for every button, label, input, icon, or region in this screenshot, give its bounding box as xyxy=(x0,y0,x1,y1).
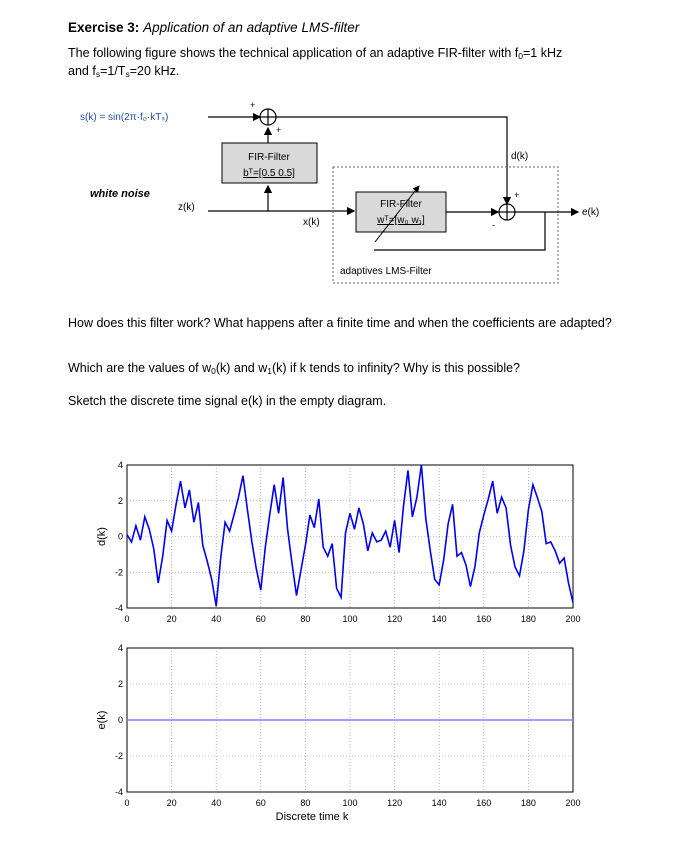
intro-sub: s xyxy=(95,69,101,79)
y-axis-label: e(k) xyxy=(96,710,108,730)
x-tick-label: 100 xyxy=(342,798,358,808)
exercise-heading xyxy=(68,20,359,35)
adaptive-fir-title: FIR-Filter xyxy=(380,199,422,210)
x-tick-label: 200 xyxy=(565,798,581,808)
x-tick-label: 60 xyxy=(255,798,266,808)
question-sub: 1 xyxy=(267,366,272,376)
intro-line-2 xyxy=(68,64,628,82)
minus-sign: - xyxy=(492,220,495,230)
exercise-title: Application of an adaptive LMS-filter xyxy=(143,20,360,35)
y-tick-label: -2 xyxy=(114,567,123,578)
intro-sub: s xyxy=(125,69,130,79)
x-tick-label: 180 xyxy=(520,798,536,808)
block-diagram xyxy=(0,90,680,290)
chart-ek xyxy=(0,638,680,833)
z-label: z(k) xyxy=(178,202,195,213)
x-tick-label: 0 xyxy=(124,798,130,808)
question-text: (k) and w xyxy=(215,361,268,375)
fir-title: FIR-Filter xyxy=(248,152,290,163)
question-2 xyxy=(68,361,628,379)
x-tick-label: 20 xyxy=(166,798,177,808)
question-sub: 0 xyxy=(211,366,216,376)
x-tick-label: 20 xyxy=(166,614,177,624)
y-tick-label: 4 xyxy=(117,643,123,653)
x-tick-label: 180 xyxy=(520,614,536,624)
y-tick-label: 2 xyxy=(117,495,123,506)
intro-text: and f xyxy=(68,64,96,78)
y-tick-label: -4 xyxy=(114,603,123,613)
x-tick-label: 140 xyxy=(431,798,447,808)
y-tick-label: -4 xyxy=(114,787,123,797)
adaptive-fir-coeffs: wᵀ=[w₀ w₁] xyxy=(377,215,425,226)
plus-sign: + xyxy=(250,100,256,110)
x-axis-label: Discrete time k xyxy=(275,811,349,823)
d-label: d(k) xyxy=(511,151,529,162)
noise-label: white noise xyxy=(90,188,150,200)
plus-sign: + xyxy=(276,125,282,135)
y-axis-label: d(k) xyxy=(96,527,108,546)
x-tick-label: 80 xyxy=(300,798,311,808)
intro-text: =1 kHz xyxy=(522,46,563,60)
x-tick-label: 60 xyxy=(255,614,266,624)
x-tick-label: 160 xyxy=(476,614,492,624)
question-text: Which are the values of w xyxy=(68,361,212,375)
intro-sub: 0 xyxy=(518,51,523,61)
x-tick-label: 0 xyxy=(124,614,130,624)
x-tick-label: 100 xyxy=(342,614,358,624)
x-tick-label: 200 xyxy=(565,614,581,624)
y-tick-label: 2 xyxy=(117,679,123,689)
question-3: Sketch the discrete time signal e(k) in the empty diagram. xyxy=(68,394,387,408)
adaptive-fir-box xyxy=(356,192,446,232)
question-1: How does this filter work? What happens after a finite time and when the coefficients are adapted? xyxy=(68,316,612,330)
chart-dk xyxy=(0,450,680,640)
x-tick-label: 120 xyxy=(387,798,403,808)
x-tick-label: 80 xyxy=(300,614,311,624)
x-tick-label: 140 xyxy=(431,614,447,624)
intro-text: =1/T xyxy=(100,64,126,78)
lms-label: adaptives LMS-Filter xyxy=(340,266,432,277)
intro-text: =20 kHz. xyxy=(129,64,180,78)
source-label: s(k) = sin(2π·f₀·kTₛ) xyxy=(80,112,169,123)
question-text: (k) if k tends to infinity? Why is this possible? xyxy=(272,361,521,375)
x-tick-label: 120 xyxy=(387,614,403,624)
x-label: x(k) xyxy=(303,217,320,228)
y-tick-label: 0 xyxy=(117,531,123,542)
intro-text: The following figure shows the technical application of an adaptive FIR-filter with f xyxy=(68,46,519,60)
y-tick-label: 4 xyxy=(117,460,123,470)
intro-line-1 xyxy=(68,46,628,64)
e-label: e(k) xyxy=(582,207,600,218)
exercise-label: Exercise 3: xyxy=(68,20,140,35)
intro-paragraph xyxy=(68,46,628,82)
y-tick-label: 0 xyxy=(117,715,123,725)
x-tick-label: 40 xyxy=(211,798,222,808)
y-tick-label: -2 xyxy=(114,751,123,761)
x-tick-label: 40 xyxy=(211,614,222,624)
fir-coeffs: bᵀ=[0.5 0.5] xyxy=(243,168,295,179)
plus-sign: + xyxy=(514,190,520,200)
x-tick-label: 160 xyxy=(476,798,492,808)
